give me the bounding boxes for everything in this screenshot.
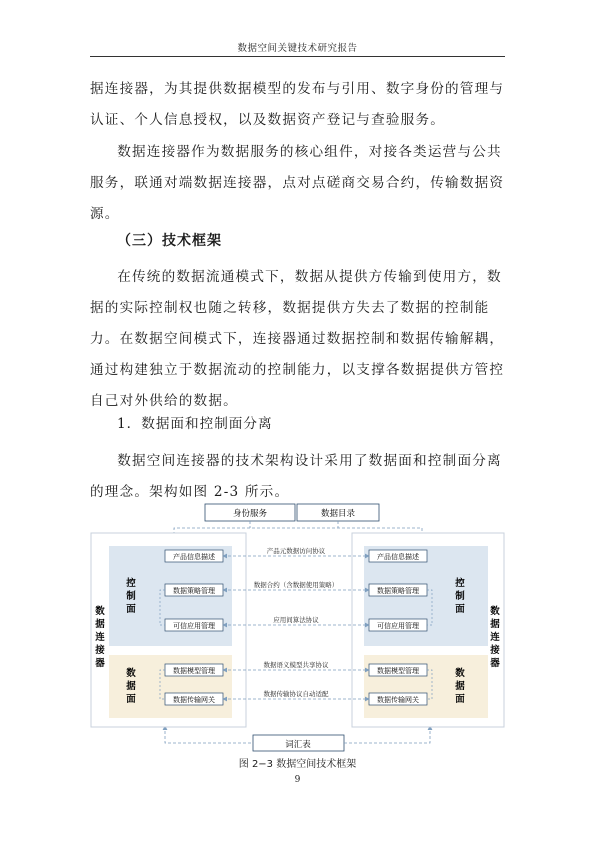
svg-text:数: 数 [490, 606, 500, 617]
identity-service-label: 身份服务 [232, 509, 268, 519]
right-control-plane-label [455, 577, 465, 615]
svg-text:器: 器 [490, 658, 500, 669]
paragraph-4: 数据空间连接器的技术架构设计采用了数据面和控制面分离的理念。架构如图 2-3 所示。 [90, 453, 502, 500]
vocabulary-label: 词汇表 [285, 740, 311, 750]
data-catalog-label: 数据目录 [320, 509, 356, 519]
right-module-data-model-label: 数据模型管理 [377, 667, 419, 675]
figure-caption: 图 2−3 数据空间技术框架 [238, 759, 357, 770]
svg-text:数: 数 [126, 668, 136, 679]
paragraph-2: 数据连接器作为数据服务的核心组件，对接各类运营与公共服务，联通对端数据连接器，点对点磋商交易合约，传输数据资源。 [90, 144, 505, 222]
right-module-gateway-label: 数据传输网关 [377, 696, 419, 704]
left-control-plane-label [126, 577, 136, 615]
link-transfer-protocol-label: 数据传输协议自动适配 [263, 690, 329, 698]
svg-text:连: 连 [95, 632, 105, 643]
svg-text:面: 面 [455, 604, 465, 615]
right-module-trusted-app-label: 可信应用管理 [377, 622, 419, 630]
link-data-contract-label: 数据合约（含数据使用策略） [253, 581, 339, 589]
svg-text:面: 面 [126, 604, 136, 615]
svg-text:接: 接 [95, 645, 105, 656]
paragraph-1: 据连接器，为其提供数据模型的发布与引用、数字身份的管理与认证、个人信息授权，以及数据资产登记与查验服务。 [90, 81, 505, 128]
svg-text:据: 据 [95, 619, 105, 630]
link-semantic-model-label: 数据语义模型共享协议 [263, 661, 329, 669]
right-data-plane-label [454, 667, 465, 705]
svg-text:连: 连 [490, 632, 500, 643]
running-header: 数据空间关键技术研究报告 [237, 43, 358, 54]
vocab-right-link [344, 726, 430, 743]
section-heading: （三）技术框架 [117, 233, 222, 249]
svg-text:面: 面 [455, 694, 465, 705]
vocab-left-link [165, 726, 253, 743]
right-module-product-info-label: 产品信息描述 [377, 553, 419, 561]
left-module-product-info-label: 产品信息描述 [173, 553, 215, 561]
left-module-trusted-app-label: 可信应用管理 [173, 622, 215, 630]
page-number: 9 [294, 775, 301, 785]
svg-text:制: 制 [126, 591, 136, 602]
svg-text:数: 数 [455, 668, 465, 679]
svg-text:据: 据 [455, 681, 465, 692]
paragraph-3: 在传统的数据流通模式下，数据从提供方传输到使用方，数据的实际控制权也随之转移，数据提供方失去了数据的控制能力。在数据空间模式下，连接器通过数据控制和数据传输解耦，通过构建独立于数据流动的控制能力，以支撑各数据提供方管控自己对外供给的数据。 [90, 269, 505, 409]
left-module-data-model-label: 数据模型管理 [173, 667, 215, 675]
left-connector-label [94, 605, 105, 669]
left-module-policy-label: 数据策略管理 [173, 587, 215, 595]
link-app-algorithm-label: 应用间算法协议 [273, 616, 319, 624]
svg-text:控: 控 [126, 578, 136, 589]
subsection-heading: 1．数据面和控制面分离 [117, 416, 273, 432]
svg-text:控: 控 [455, 578, 465, 589]
right-connector-label [489, 605, 500, 669]
svg-text:制: 制 [455, 591, 465, 602]
svg-text:接: 接 [490, 645, 500, 656]
svg-text:数: 数 [95, 606, 105, 617]
svg-text:据: 据 [126, 681, 136, 692]
svg-text:器: 器 [95, 658, 105, 669]
svg-text:面: 面 [126, 694, 136, 705]
link-metadata-protocol-label: 产品元数据访问协议 [266, 547, 326, 555]
svg-text:据: 据 [490, 619, 500, 630]
left-module-gateway-label: 数据传输网关 [173, 696, 215, 704]
left-data-plane-label [125, 667, 136, 705]
right-module-policy-label: 数据策略管理 [377, 587, 419, 595]
